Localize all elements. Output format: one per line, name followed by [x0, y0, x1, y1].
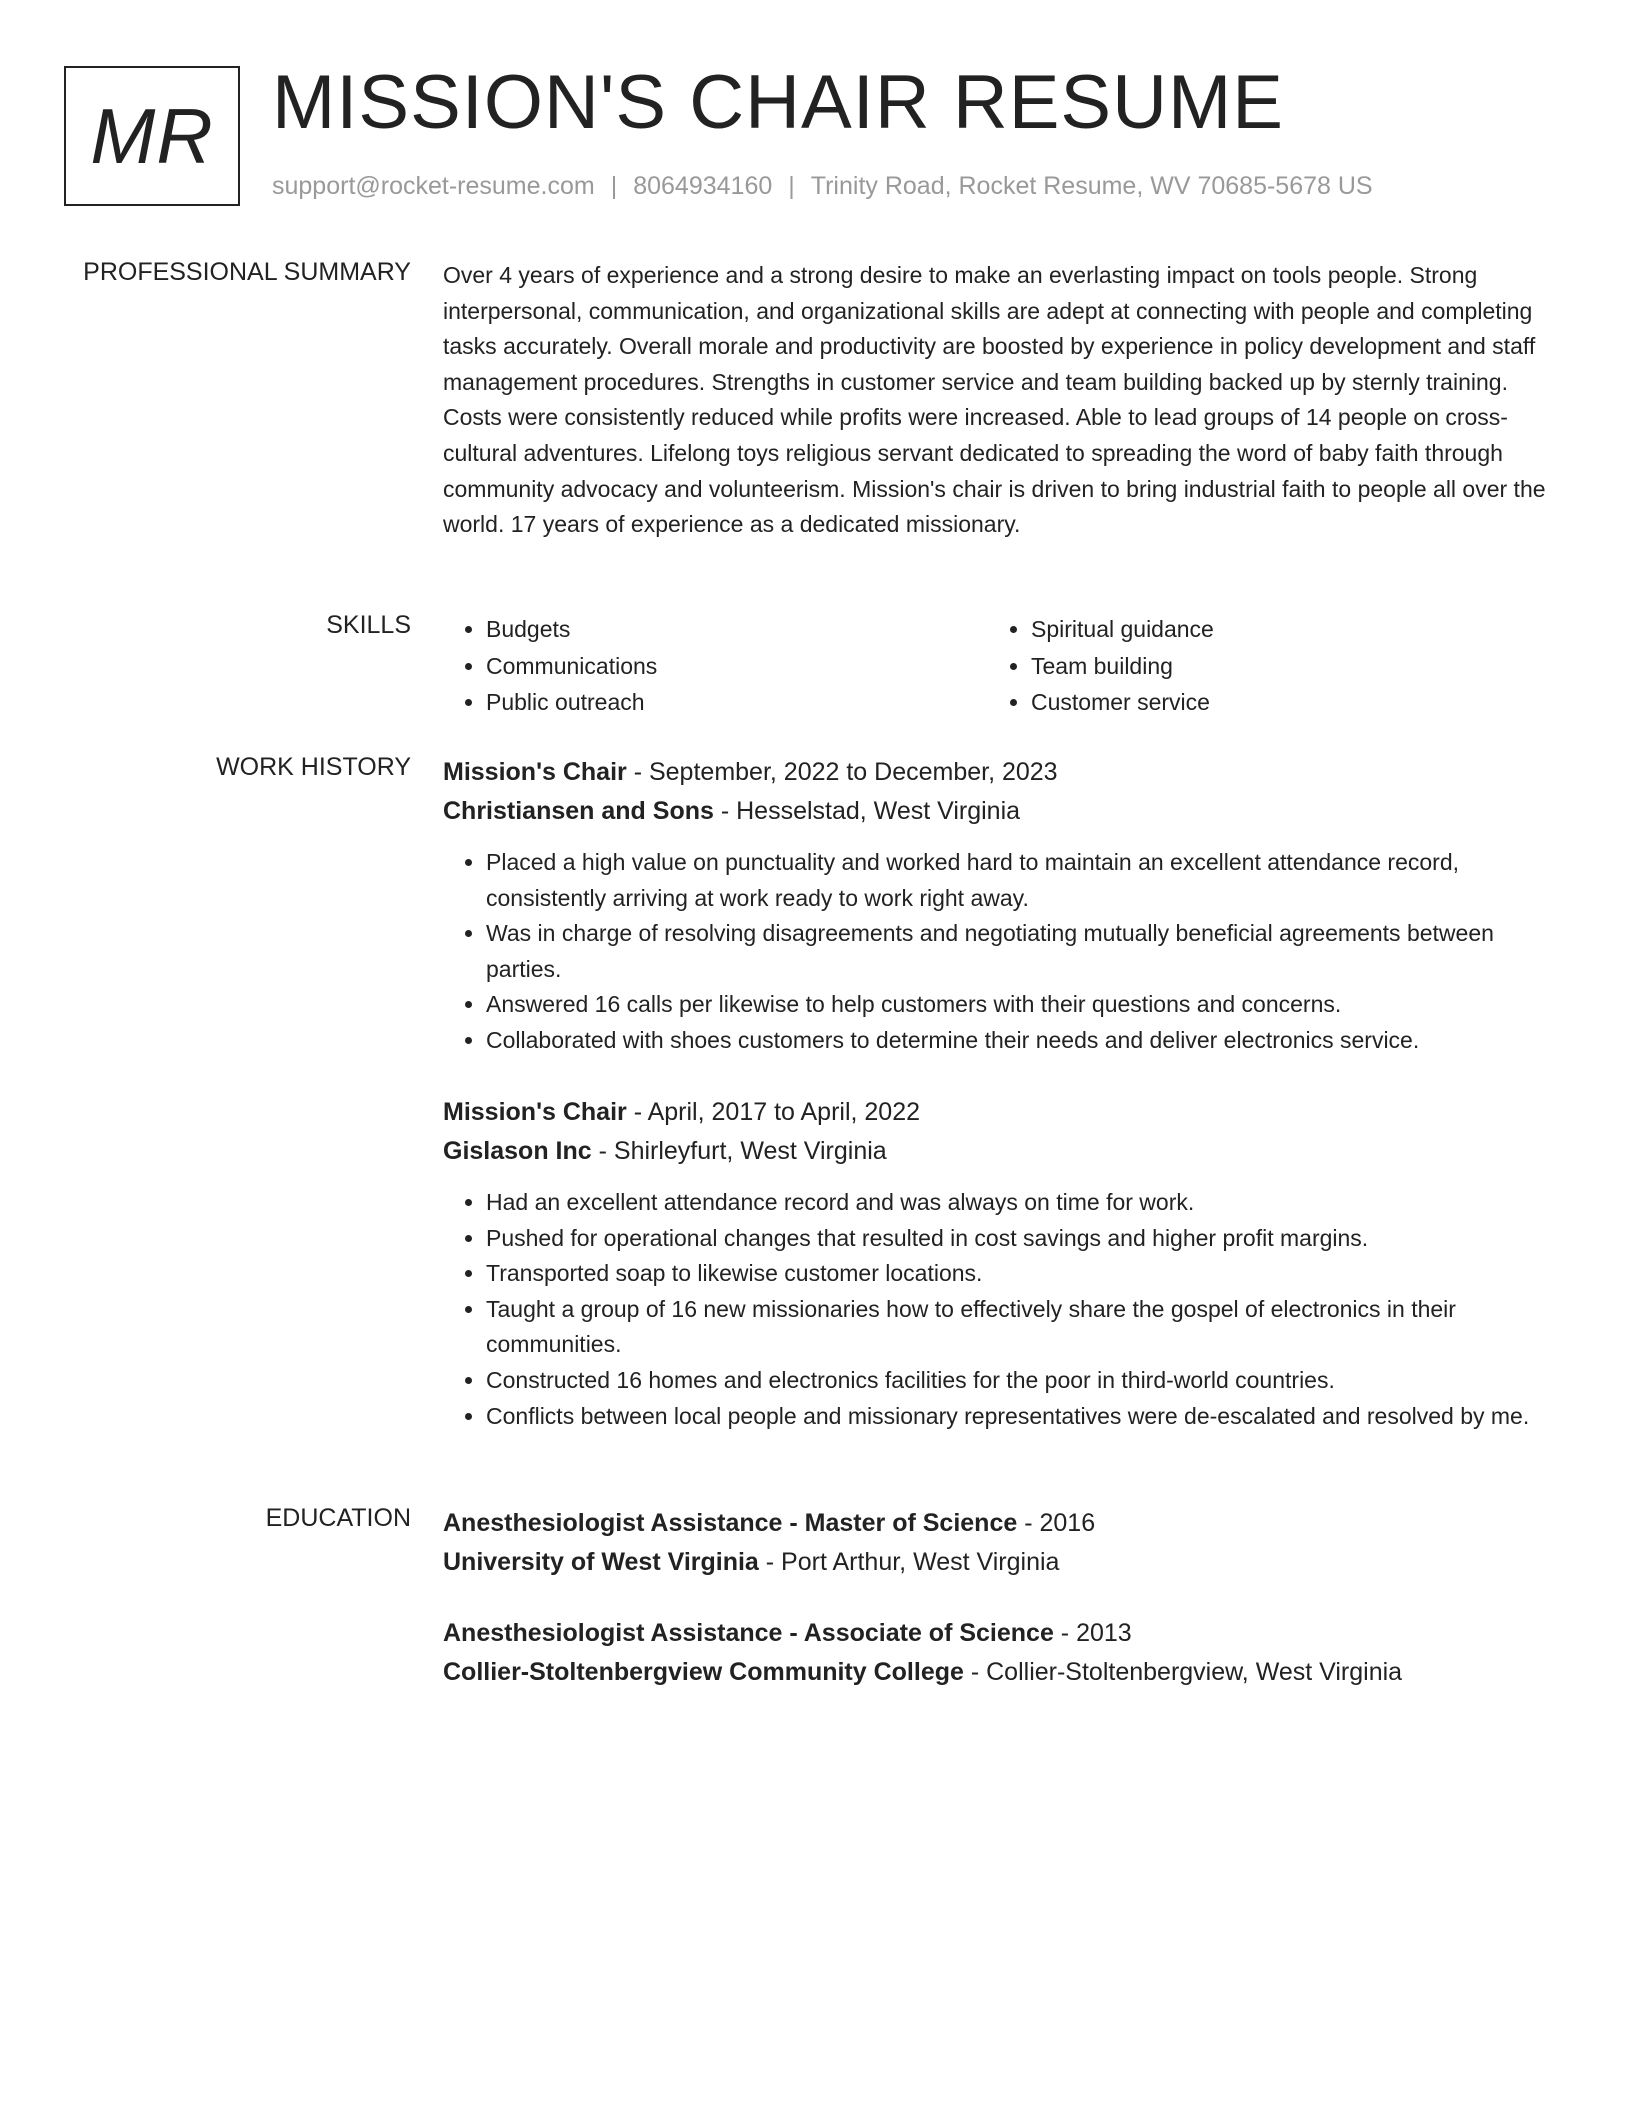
skills-column	[988, 611, 1533, 721]
skills-grid	[443, 611, 1553, 721]
job-bullet: • Taught a group of 16 new missionaries how to effectively share the gospel of electronics in their communities.	[486, 1292, 1553, 1363]
section-label-summary: PROFESSIONAL SUMMARY	[83, 258, 411, 286]
education-school: Collier-Stoltenbergview Community College	[443, 1658, 964, 1686]
education-year: - 2016	[1017, 1509, 1096, 1537]
skill-item: • Budgets	[486, 611, 988, 648]
skill-item: • Customer service	[1031, 684, 1533, 721]
job-dates: - September, 2022 to December, 2023	[626, 758, 1058, 786]
job-title-line	[443, 753, 1553, 792]
job-bullet: • Was in charge of resolving disagreements and negotiating mutually beneficial agreements between parties.	[486, 916, 1553, 987]
job-entry	[443, 1093, 1553, 1434]
summary-body	[443, 258, 1553, 543]
summary-text: Over 4 years of experience and a strong desire to make an everlasting impact on tools people. Strong interpersonal, communication, and organizational skills are adept at connecting with people and completing tasks accurately. Overall morale and productivity are boosted by experience in policy development and staff management procedures. Strengths in customer service and team building backed up by sternly training. Costs were consistently reduced while profits were increased. Able to lead groups of 14 people on cross-cultural adventures. Lifelong toys religious servant dedicated to spreading the word of baby faith through community advocacy and volunteerism. Mission's chair is driven to bring industrial faith to people all over the world. 17 years of experience as a dedicated missionary.	[443, 262, 1546, 538]
education-degree-line	[443, 1504, 1553, 1543]
education-year: - 2013	[1053, 1619, 1132, 1647]
contact-line	[272, 172, 1373, 201]
section-label-work: WORK HISTORY	[216, 753, 411, 781]
job-title-line	[443, 1093, 1553, 1132]
job-bullet: • Constructed 16 homes and electronics facilities for the poor in third-world countries.	[486, 1363, 1553, 1399]
education-degree: Anesthesiologist Assistance - Master of Science	[443, 1509, 1018, 1537]
skill-item: • Communications	[486, 648, 988, 685]
job-bullets	[443, 845, 1553, 1059]
contact-separator: |	[788, 172, 795, 200]
skills-column	[443, 611, 988, 721]
contact-address: Trinity Road, Rocket Resume, WV 70685-5678 US	[810, 172, 1373, 200]
work-body	[443, 1093, 1553, 1434]
job-bullets	[443, 1185, 1553, 1434]
section-label-skills: SKILLS	[326, 611, 411, 639]
job-bullet: • Placed a high value on punctuality and worked hard to maintain an excellent attendance record, consistently arriving at work ready to work right away.	[486, 845, 1553, 916]
resume-title: MISSION'S CHAIR RESUME	[272, 60, 1284, 145]
education-school: University of West Virginia	[443, 1548, 759, 1576]
job-title: Mission's Chair	[443, 1098, 627, 1126]
education-degree-line	[443, 1614, 1553, 1653]
job-bullet: • Answered 16 calls per likewise to help customers with their questions and concerns.	[486, 987, 1553, 1023]
job-location: - Shirleyfurt, West Virginia	[591, 1137, 887, 1165]
job-dates: - April, 2017 to April, 2022	[626, 1098, 921, 1126]
skill-item: • Public outreach	[486, 684, 988, 721]
contact-email[interactable]: support@rocket-resume.com	[272, 172, 595, 200]
education-degree: Anesthesiologist Assistance - Associate of Science	[443, 1619, 1054, 1647]
education-school-line	[443, 1543, 1553, 1582]
job-bullet: • Pushed for operational changes that resulted in cost savings and higher profit margins.	[486, 1221, 1553, 1257]
job-bullet: • Conflicts between local people and missionary representatives were de-escalated and resolved by me.	[486, 1399, 1553, 1435]
section-label-education: EDUCATION	[265, 1504, 411, 1532]
job-company-line	[443, 792, 1553, 831]
contact-phone[interactable]: 8064934160	[633, 172, 773, 200]
job-company-line	[443, 1132, 1553, 1171]
education-school-line	[443, 1653, 1553, 1692]
contact-separator: |	[610, 172, 618, 200]
work-body	[443, 753, 1553, 1059]
job-company: Gislason Inc	[443, 1137, 592, 1165]
education-body	[443, 1614, 1553, 1692]
job-location: - Hesselstad, West Virginia	[713, 797, 1021, 825]
job-bullet: • Collaborated with shoes customers to determine their needs and deliver electronics service.	[486, 1023, 1553, 1059]
skill-item: • Team building	[1031, 648, 1533, 685]
education-body	[443, 1504, 1553, 1582]
job-bullet: • Had an excellent attendance record and was always on time for work.	[486, 1185, 1553, 1221]
job-bullet: • Transported soap to likewise customer locations.	[486, 1256, 1553, 1292]
job-title: Mission's Chair	[443, 758, 627, 786]
education-location: - Collier-Stoltenbergview, West Virginia	[963, 1658, 1403, 1686]
education-location: - Port Arthur, West Virginia	[758, 1548, 1060, 1576]
skill-item: • Spiritual guidance	[1031, 611, 1533, 648]
monogram-logo: MR	[64, 66, 240, 206]
job-entry	[443, 753, 1553, 1059]
job-company: Christiansen and Sons	[443, 797, 714, 825]
